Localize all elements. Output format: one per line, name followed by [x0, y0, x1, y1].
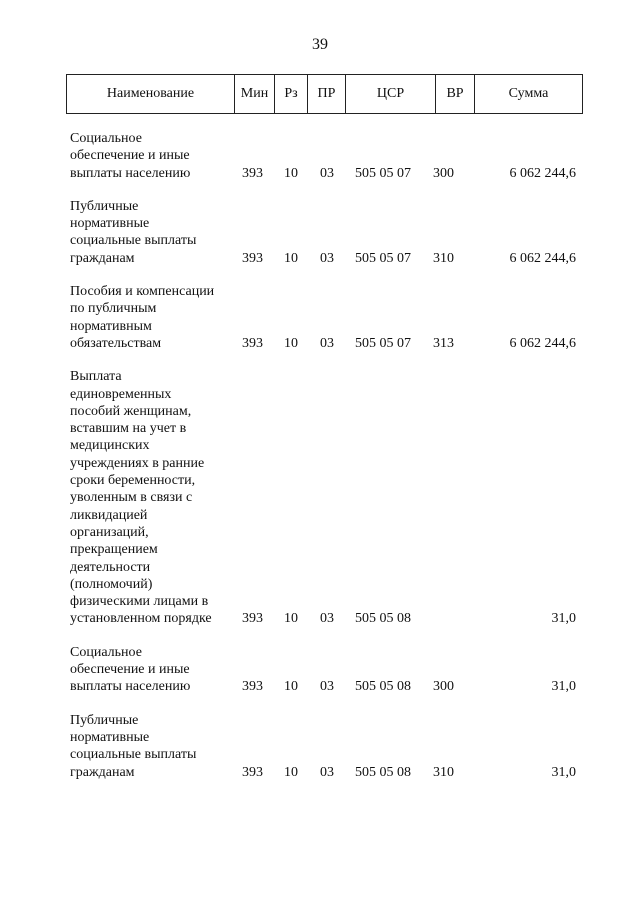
header-name: Наименование	[106, 86, 195, 101]
row-vr: 310	[433, 764, 454, 780]
row-name: Социальное обеспечение и иные выплаты населению	[70, 131, 191, 181]
row-sum: 31,0	[551, 764, 576, 780]
row-name: Публичные нормативные социальные выплаты гражданам	[70, 712, 197, 780]
row-min: 393	[242, 679, 263, 695]
row-rz: 10	[284, 165, 298, 181]
row-min: 393	[242, 165, 263, 181]
row-name: Социальное обеспечение и иные выплаты населению	[70, 644, 191, 695]
table-row	[0, 712, 640, 781]
table-body	[0, 130, 640, 781]
row-pr: 03	[320, 165, 334, 181]
table-header	[66, 74, 583, 114]
row-sum: 6 062 244,6	[509, 335, 576, 351]
row-csr: 505 05 08	[355, 679, 411, 695]
table-row	[0, 283, 640, 352]
row-rz: 10	[284, 335, 298, 351]
row-csr: 505 05 07	[355, 335, 411, 351]
row-pr: 03	[320, 679, 334, 695]
row-sum: 31,0	[551, 679, 576, 695]
header-vr: ВР	[435, 75, 474, 113]
row-csr: 505 05 07	[355, 165, 411, 181]
row-csr: 505 05 08	[355, 764, 411, 780]
row-rz: 10	[284, 764, 298, 780]
header-pr: ПР	[307, 75, 345, 113]
row-csr: 505 05 07	[355, 250, 411, 266]
row-rz: 10	[284, 679, 298, 695]
row-pr: 03	[320, 250, 334, 266]
page-number: 39	[312, 36, 328, 53]
header-rz: Рз	[274, 75, 307, 113]
row-vr: 300	[433, 679, 454, 695]
row-csr: 505 05 08	[355, 611, 411, 627]
row-min: 393	[242, 250, 263, 266]
row-vr: 310	[433, 250, 454, 266]
row-min: 393	[242, 335, 263, 351]
row-pr: 03	[320, 764, 334, 780]
row-name: Публичные нормативные социальные выплаты гражданам	[70, 198, 197, 266]
row-pr: 03	[320, 611, 334, 627]
table-row	[0, 198, 640, 267]
row-pr: 03	[320, 335, 334, 351]
header-csr: ЦСР	[345, 75, 435, 113]
row-name: Выплата единовременных пособий женщинам, вставшим на учет в медицинских учреждениях в ранние сроки беременности, уволенным в связи с ликвидацией организаций, прекращением деятельности (полномочий) физическими лицами в установленном порядке	[70, 369, 212, 627]
row-vr: 300	[433, 165, 454, 181]
row-sum: 6 062 244,6	[509, 250, 576, 266]
row-min: 393	[242, 611, 263, 627]
row-rz: 10	[284, 250, 298, 266]
table-row	[0, 368, 640, 627]
table-row	[0, 130, 640, 182]
row-vr: 313	[433, 335, 454, 351]
row-rz: 10	[284, 611, 298, 627]
header-sum: Сумма	[474, 75, 582, 113]
row-sum: 31,0	[551, 611, 576, 627]
header-min: Мин	[234, 75, 274, 113]
row-name: Пособия и компенсации по публичным нормативным обязательствам	[70, 284, 215, 351]
table-row	[0, 644, 640, 696]
row-sum: 6 062 244,6	[509, 165, 576, 181]
row-min: 393	[242, 764, 263, 780]
